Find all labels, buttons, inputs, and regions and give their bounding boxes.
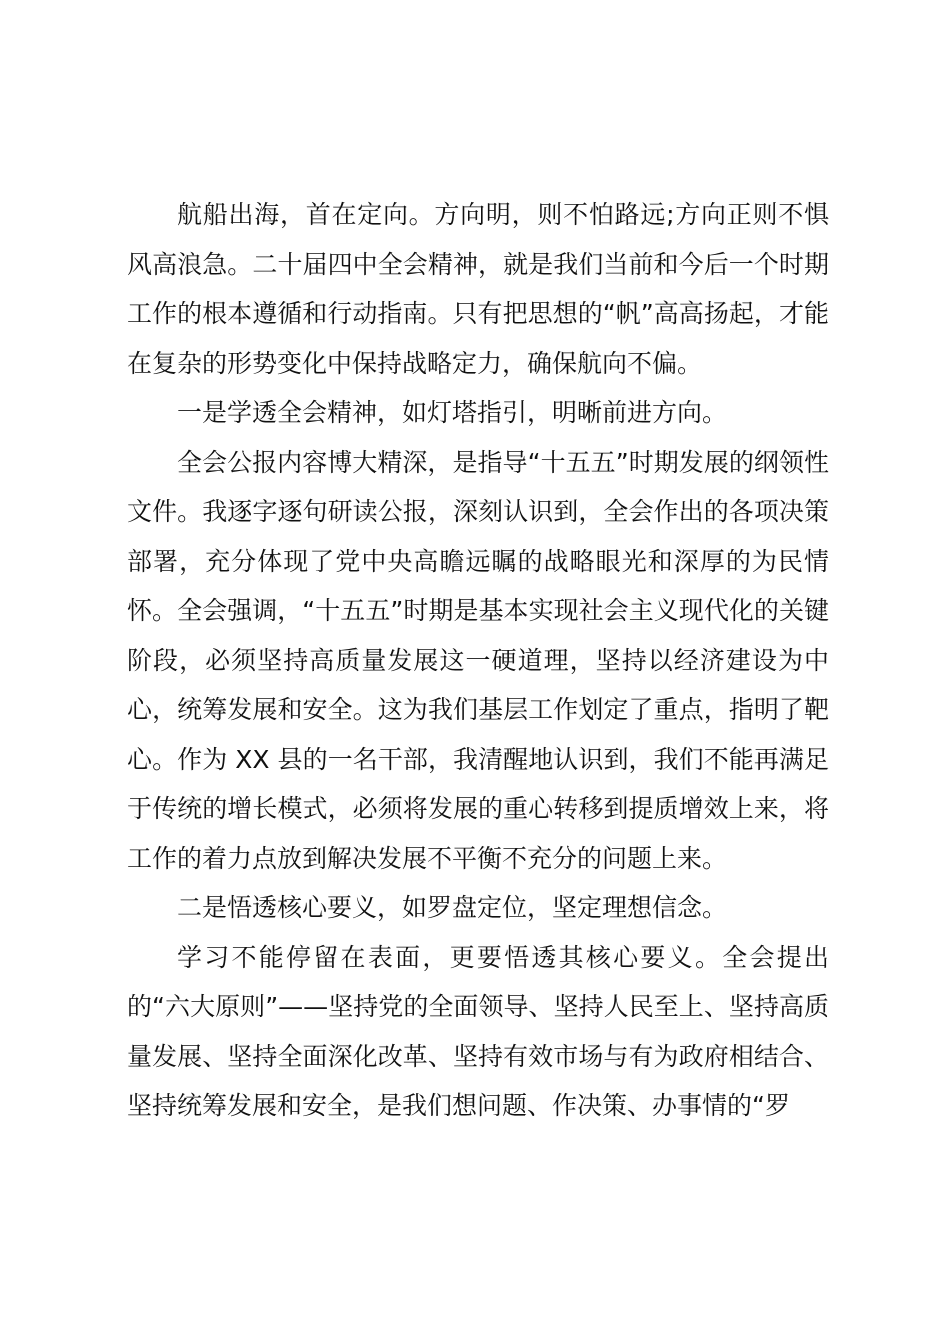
paragraph-heading-one: 一是学透全会精神，如灯塔指引，明晰前进方向。 [177,398,728,427]
paragraph-heading-two: 二是悟透核心要义，如罗盘定位，坚定理想信念。 [177,893,728,922]
document-body [127,190,829,1131]
paragraph-body-one: 全会公报内容博大精深，是指导“十五五”时期发展的纲领性文件。我逐字逐句研读公报，深刻认识到，全会作出的各项决策部署，充分体现了党中央高瞻远瞩的战略眼光和深厚的为民情怀。全会强调，“十五五”时期是基本实现社会主义现代化的关键阶段，必须坚持高质量发展这一硬道理，坚持以经济建设为中心，统筹发展和安全。这为我们基层工作划定了重点，指明了靶心。作为 XX 县的一名干部，我清醒地认识到，我们不能再满足于传统的增长模式，必须将发展的重心转移到提质增效上来，将工作的着力点放到解决发展不平衡不充分的问题上来。 [127,447,829,873]
paragraph-intro: 航船出海，首在定向。方向明，则不怕路远;方向正则不惧风高浪急。二十届四中全会精神，就是我们当前和今后一个时期工作的根本遵循和行动指南。只有把思想的“帆”高高扬起，才能在复杂的形势变化中保持战略定力，确保航向不偏。 [127,200,829,378]
paragraph-body-two: 学习不能停留在表面，更要悟透其核心要义。全会提出的“六大原则”——坚持党的全面领导、坚持人民至上、坚持高质量发展、坚持全面深化改革、坚持有效市场与有为政府相结合、坚持统筹发展和安全，是我们想问题、作决策、办事情的“罗 [127,942,829,1120]
